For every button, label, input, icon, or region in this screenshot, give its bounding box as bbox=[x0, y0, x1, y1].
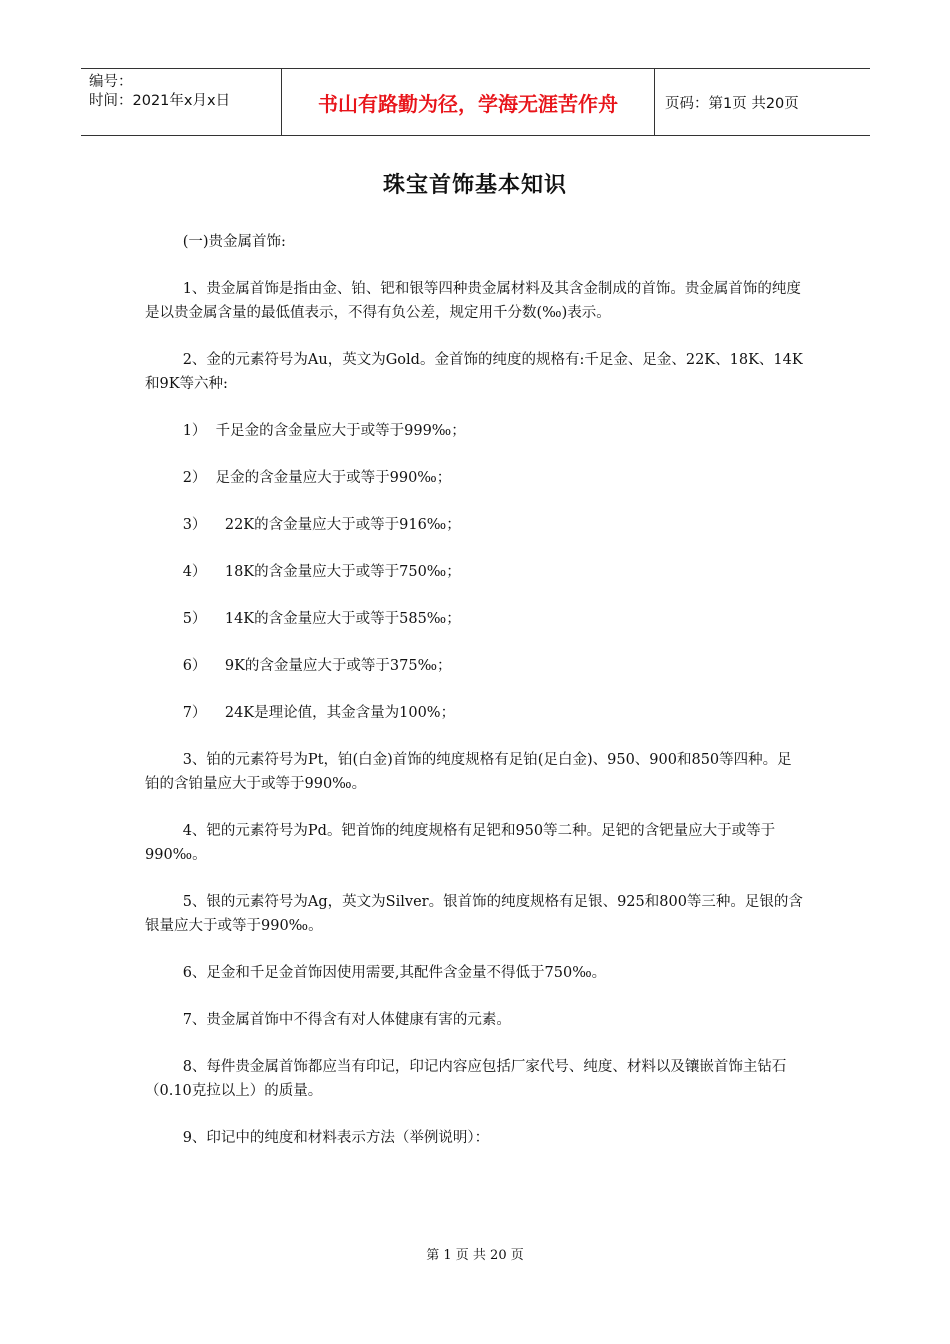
paragraph-9: 9、印记中的纯度和材料表示方法（举例说明）： bbox=[182, 1130, 490, 1146]
page-footer: 第 1 页 共 20 页 bbox=[426, 1248, 524, 1263]
paragraph-6: 6、足金和千足金首饰因使用需要,其配件含金量不得低于750‰。 bbox=[182, 965, 607, 981]
list-item: 4） 18K的含金量应大于或等于750‰； bbox=[182, 564, 461, 580]
list-item: 7） 24K是理论值，其金含量为100%； bbox=[182, 705, 456, 721]
date-line: 时间：2021年x月x日 bbox=[89, 93, 231, 109]
document-title: 珠宝首饰基本知识 bbox=[382, 172, 567, 198]
paragraph-7: 7、贵金属首饰中不得含有对人体健康有害的元素。 bbox=[182, 1012, 511, 1028]
header-motto: 书山有路勤为径，学海无涯苦作舟 bbox=[281, 69, 655, 135]
list-item: 6） 9K的含金量应大于或等于375‰； bbox=[182, 658, 452, 674]
paragraph-4: 4、钯的元素符号为Pd。钯首饰的纯度规格有足钯和950等二种。足钯的含钯量应大于或等于990‰。 bbox=[145, 823, 776, 863]
list-item: 2） 足金的含金量应大于或等于990‰； bbox=[182, 470, 452, 486]
section-heading: (一)贵金属首饰: bbox=[182, 234, 286, 250]
paragraph-1: 1、贵金属首饰是指由金、铂、钯和银等四种贵金属材料及其含金制成的首饰。贵金属首饰的纯度是以贵金属含量的最低值表示，不得有负公差，规定用千分数(‰)表示。 bbox=[145, 281, 801, 321]
list-item: 3） 22K的含金量应大于或等于916‰； bbox=[182, 517, 461, 533]
header-meta bbox=[81, 69, 281, 135]
document-header bbox=[81, 68, 870, 136]
number-label: 编号： bbox=[89, 74, 133, 90]
paragraph-3: 3、铂的元素符号为Pt，铂(白金)首饰的纯度规格有足铂(足白金)、950、900和850等四种。足铂的含铂量应大于或等于990‰。 bbox=[145, 752, 792, 792]
paragraph-5: 5、银的元素符号为Ag，英文为Silver。银首饰的纯度规格有足银、925和800等三种。足银的含银量应大于或等于990‰。 bbox=[145, 894, 803, 934]
paragraph-2: 2、金的元素符号为Au，英文为Gold。金首饰的纯度的规格有:千足金、足金、22K、18K、14K和9K等六种: bbox=[145, 352, 803, 392]
document-body bbox=[145, 230, 805, 1150]
header-page-info: 页码：第1页 共20页 bbox=[665, 95, 799, 112]
paragraph-8: 8、每件贵金属首饰都应当有印记，印记内容应包括厂家代号、纯度、材料以及镶嵌首饰主钻石（0.10克拉以上）的质量。 bbox=[145, 1059, 787, 1099]
list-item: 1） 千足金的含金量应大于或等于999‰； bbox=[182, 423, 466, 439]
list-item: 5） 14K的含金量应大于或等于585‰； bbox=[182, 611, 461, 627]
